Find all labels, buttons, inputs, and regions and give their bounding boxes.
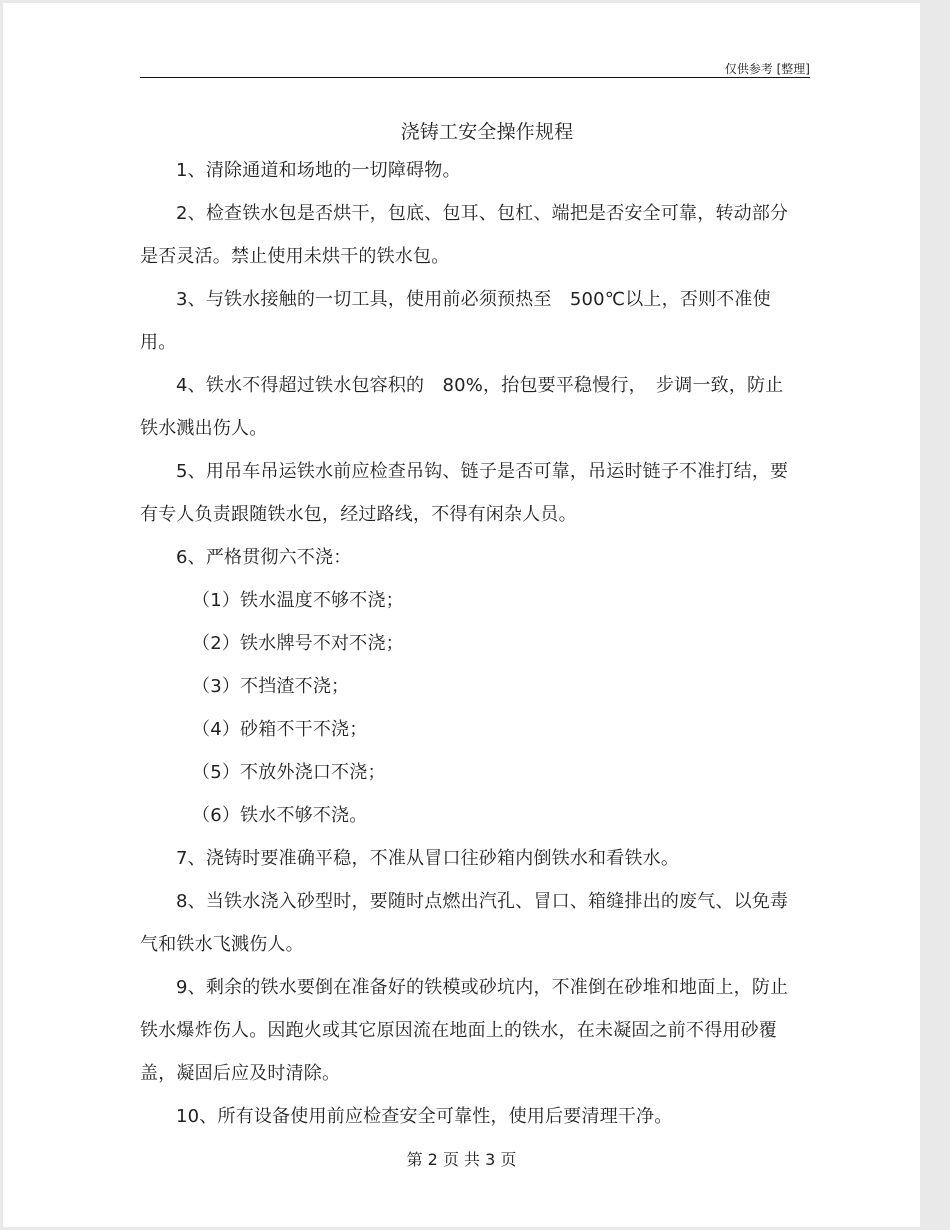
sub-item-6: （6）铁水不够不浇。 xyxy=(192,805,368,826)
document-body xyxy=(140,115,800,1138)
document-title: 浇铸工安全操作规程 xyxy=(400,121,574,143)
header-note: 仅供参考 [整理] xyxy=(724,62,810,76)
sub-item-4: （4）砂箱不干不浇； xyxy=(192,719,368,740)
sub-item-1: （1）铁水温度不够不浇； xyxy=(192,590,404,611)
rule-1: 1、清除通道和场地的一切障碍物。 xyxy=(176,160,461,181)
rule-4: 4、铁水不得超过铁水包容积的 80%，抬包要平稳慢行， 步调一致，防止铁水溅出伤人。 xyxy=(140,375,784,439)
rule-3: 3、与铁水接触的一切工具，使用前必须预热至 500℃以上，否则不准使用。 xyxy=(140,289,771,353)
document-page xyxy=(3,3,920,1227)
rule-2: 2、检查铁水包是否烘干，包底、包耳、包杠、端把是否安全可靠，转动部分是否灵活。禁止使用未烘干的铁水包。 xyxy=(140,203,789,267)
sub-item-2: （2）铁水牌号不对不浇； xyxy=(192,633,404,654)
header-divider xyxy=(140,77,810,78)
rule-7: 7、浇铸时要准确平稳，不准从冒口往砂箱内倒铁水和看铁水。 xyxy=(176,848,680,869)
rule-5: 5、用吊车吊运铁水前应检查吊钩、链子是否可靠，吊运时链子不准打结，要有专人负责跟随铁水包，经过路线，不得有闲杂人员。 xyxy=(140,461,789,525)
rule-8: 8、当铁水浇入砂型时，要随时点燃出汽孔、冒口、箱缝排出的废气、以免毒气和铁水飞溅伤人。 xyxy=(140,891,789,955)
sub-item-3: （3）不挡渣不浇； xyxy=(192,676,350,697)
rule-10: 10、所有设备使用前应检查安全可靠性，使用后要清理干净。 xyxy=(176,1106,673,1127)
page-number: 第 2 页 共 3 页 xyxy=(406,1150,517,1169)
sub-item-5: （5）不放外浇口不浇； xyxy=(192,762,386,783)
rule-9: 9、剩余的铁水要倒在准备好的铁模或砂坑内，不准倒在砂堆和地面上，防止铁水爆炸伤人。因跑火或其它原因流在地面上的铁水，在未凝固之前不得用砂覆盖，凝固后应及时清除。 xyxy=(140,977,789,1084)
rule-6: 6、严格贯彻六不浇： xyxy=(176,547,352,568)
